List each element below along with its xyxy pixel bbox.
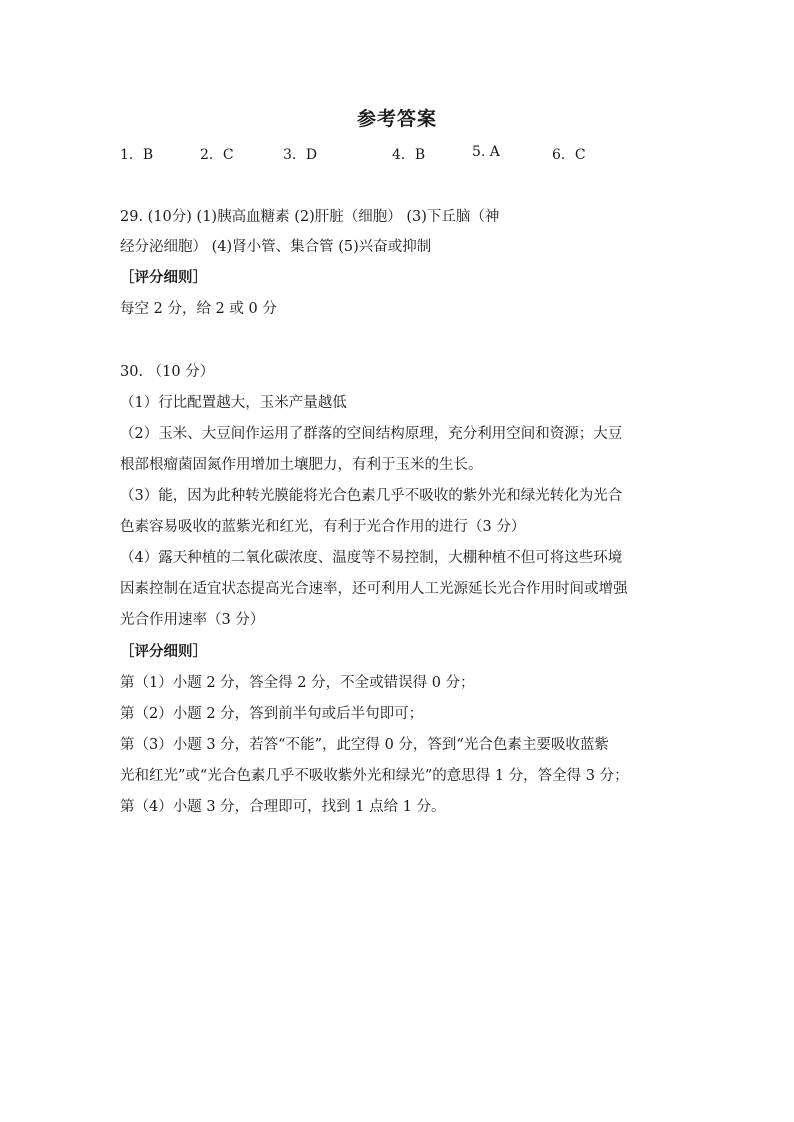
q30-line: （4）露天种植的二氧化碳浓度、温度等不易控制，大棚种植不但可将这些环境 (120, 550, 623, 566)
answer-4: 4．B (392, 147, 426, 163)
q30-line: 因素控制在适宜状态提高光合速率，还可利用人工光源延长光合作用时间或增强 (120, 581, 628, 597)
answer-1: 1．B (120, 147, 154, 163)
answer-2: 2．C (200, 147, 234, 163)
q29-line-1: 29. (10分) (1)胰高血糖素 (2)肝脏（细胞） (3)下丘脑（神 (120, 209, 500, 225)
q29-rubric-text: 每空 2 分，给 2 或 0 分 (120, 301, 277, 317)
q30-header: 30. （10 分） (120, 364, 215, 380)
choice-answers-row (120, 144, 680, 166)
q30-rubric-line: 第（2）小题 2 分，答到前半句或后半句即可； (120, 706, 424, 722)
q30-line: 色素容易吸收的蓝紫光和红光，有利于光合作用的进行（3 分） (120, 519, 526, 535)
q30-line: 根部根瘤菌固氮作用增加土壤肥力，有利于玉米的生长。 (120, 457, 483, 473)
q30-rubric-line: 光和红光”或“光合色素几乎不吸收紫外光和绿光”的意思得 1 分，答全得 3 分； (120, 768, 629, 784)
q30-rubric-line: 第（4）小题 3 分，合理即可，找到 1 点给 1 分。 (120, 799, 446, 815)
q30-line: （3）能，因为此种转光膜能将光合色素几乎不吸收的紫外光和绿光转化为光合 (120, 488, 623, 504)
q30-line: 光合作用速率（3 分） (120, 612, 265, 628)
q30-line: （1）行比配置越大，玉米产量越低 (120, 395, 347, 411)
answer-5: 5. A (472, 144, 500, 160)
q30-rubric-line: 第（3）小题 3 分，若答“不能”，此空得 0 分，答到“光合色素主要吸收蓝紫 (120, 737, 609, 753)
q30-line: （2）玉米、大豆间作运用了群落的空间结构原理，充分利用空间和资源；大豆 (120, 426, 623, 442)
q30-rubric-heading: ［评分细则］ (120, 644, 207, 660)
answer-3: 3．D (283, 147, 318, 163)
page-title: 参考答案 (356, 108, 437, 130)
answer-6: 6．C (552, 147, 586, 163)
q30-rubric-line: 第（1）小题 2 分，答全得 2 分，不全或错误得 0 分； (120, 675, 475, 691)
q29-rubric-heading: ［评分细则］ (120, 270, 207, 286)
q29-line-2: 经分泌细胞） (4)肾小管、集合管 (5)兴奋或抑制 (120, 239, 432, 255)
